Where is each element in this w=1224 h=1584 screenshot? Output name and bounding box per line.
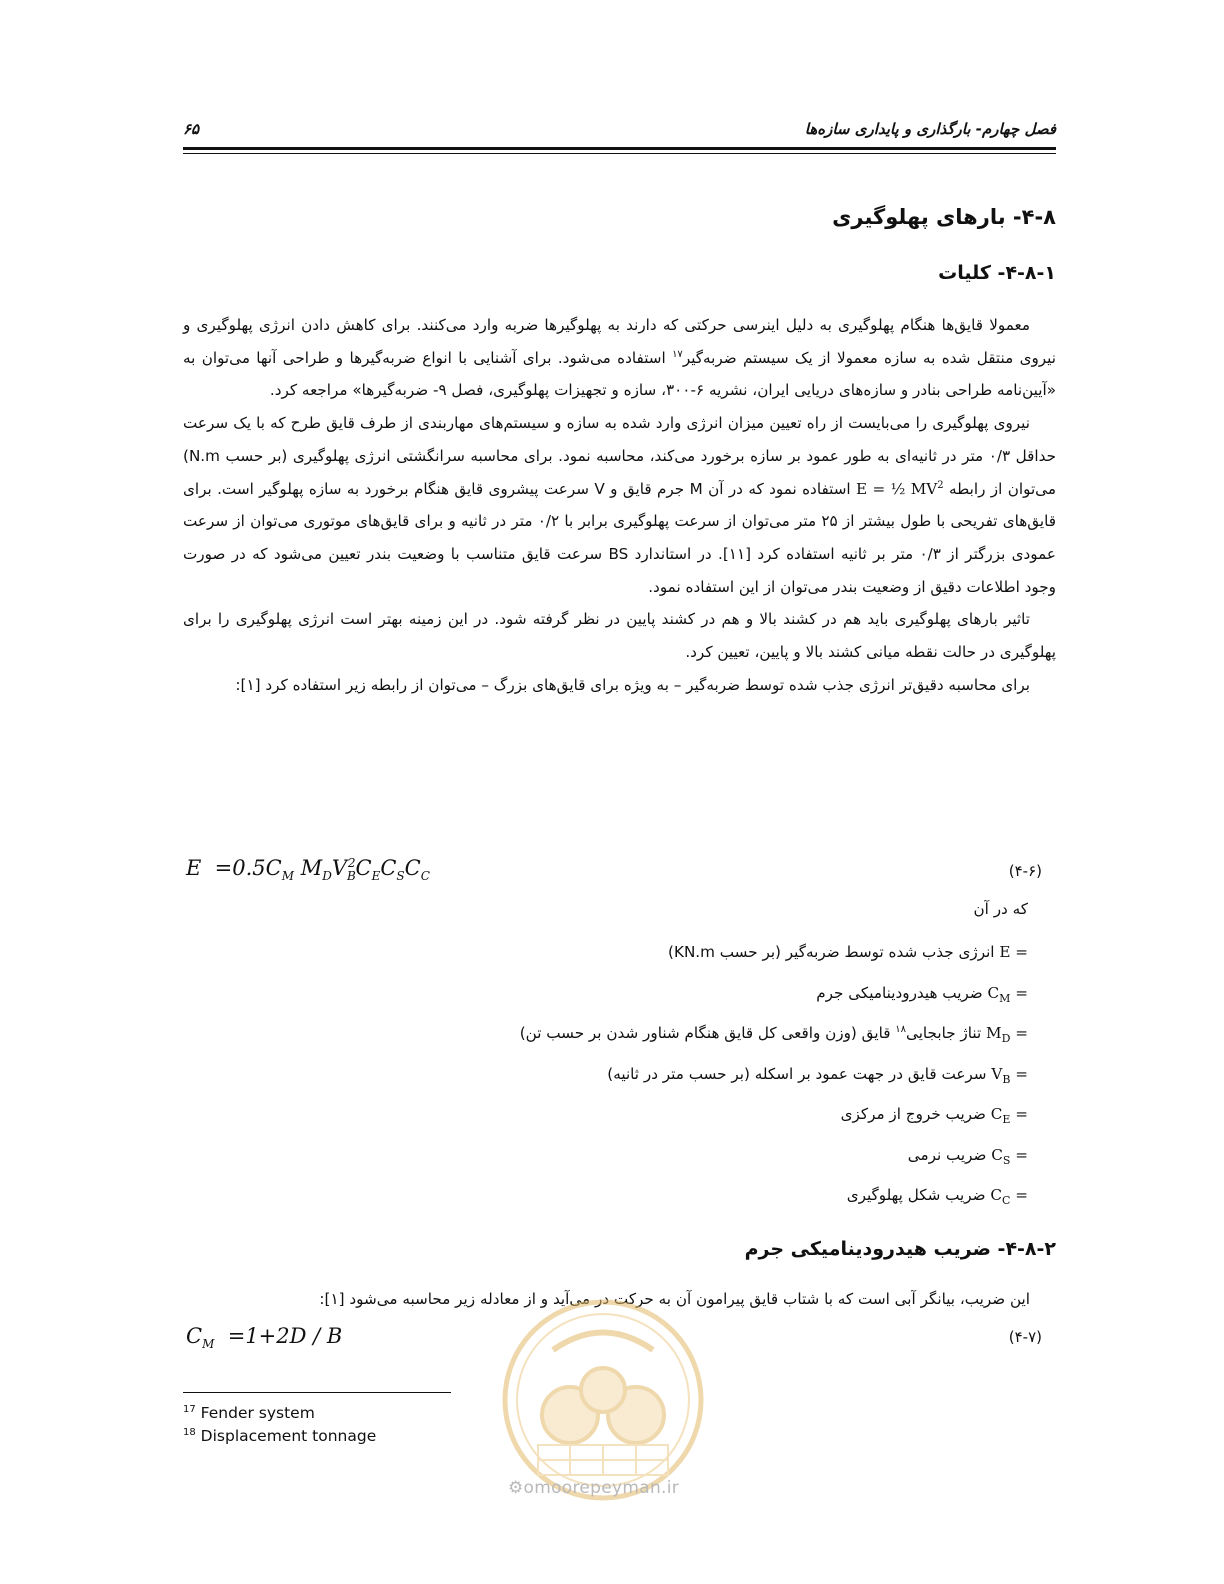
- paragraph-tide: تاثیر بارهای پهلوگیری باید هم در کشند بالا و هم در کشند پایین در نظر گرفته شود. در این زمینه بهتر است انرژی پهلوگیری را برای پهلوگیری در حالت نقطه میانی کشند بالا و پایین، تعیین کرد.: [183, 610, 1056, 662]
- where-label: که در آن: [973, 900, 1028, 918]
- equation-energy: $E =0.5C_M$ $M_DV_B^2C_EC_SC_C$: [186, 856, 430, 884]
- definition-list: [520, 936, 1028, 1220]
- equation-mass-coefficient: $C_M =1+2D / B$: [186, 1324, 343, 1352]
- subsection-heading-mass-coefficient: ۴-۸-۲- ضریب هیدرودینامیکی جرم: [744, 1238, 1056, 1260]
- definition-item: E = انرژی جذب شده توسط ضربه‌گیر (بر حسب KN.m): [668, 943, 1028, 961]
- inline-formula: E = ½ $MV^2$: [856, 479, 944, 498]
- definition-item: $M_D$ = تناژ جابجایی$^{۱۸}$ قایق (وزن واقعی کل قایق هنگام شناور شدن بر حسب تن): [519, 1023, 1028, 1046]
- definition-item: $V_B$ = سرعت قایق در جهت عمود بر اسکله (بر حسب متر در ثانیه): [607, 1064, 1028, 1086]
- body-text-block: [183, 309, 1056, 701]
- header-rule-thick: [183, 147, 1056, 150]
- paragraph-berthing-energy: نیروی پهلوگیری را می‌بایست از راه تعیین میزان انرژی وارد شده به سازه و سیستم‌های مهاربندی از طرف قایق طرح که با یک سرعت حداقل ۰/۳ متر در ثانیه‌ای به طور عمود بر سازه برخورد می‌کند، محاسبه نمود. برای محاسبه سرانگشتی انرژی پهلوگیری (بر حسب N.m) می‌توان از رابطه E = ½ $MV^2$ استفاده نمود که در آن M جرم قایق و V سرعت پیشروی قایق هنگام برخورد به سازه پهلوگیر است. برای قایق‌های تفریحی با طول بیشتر از ۲۵ متر می‌توان از سرعت پهلوگیری برابر با ۰/۲ متر در ثانیه و برای قایق‌های موتوری می‌توان از سرعت عمودی بزرگتر از ۰/۳ متر بر ثانیه استفاده کرد [۱۱]. در استاندارد BS سرعت قایق متناسب با وضعیت بندر تعیین می‌شود که در صورت وجود اطلاعات دقیق از وضعیت بندر می‌توان از این استفاده نمود.: [183, 414, 1057, 596]
- footnote: $^{18}$ Displacement tonnage: [183, 1426, 377, 1445]
- watermark-text: ⚙omoorepeyman.ir: [508, 1478, 680, 1498]
- paragraph-mass-coefficient: این ضریب، بیانگر آبی است که با شتاب قایق پیرامون آن به حرکت در می‌آید و از معادله زیر محاسبه می‌شود [۱]:: [319, 1290, 1030, 1308]
- section-heading: ۴-۸- بارهای پهلوگیری: [832, 205, 1056, 229]
- header-rule-thin: [183, 153, 1056, 154]
- watermark-seal-icon: [498, 1295, 708, 1505]
- footnote: $^{17}$ Fender system: [183, 1403, 315, 1422]
- equation-number-1: (۴-۶): [1008, 862, 1042, 880]
- subsection-heading-general: ۴-۸-۱- کلیات: [938, 262, 1056, 284]
- page-number: ۶۵: [183, 120, 200, 138]
- definition-item: $C_C$ = ضریب شکل پهلوگیری: [846, 1186, 1028, 1208]
- definition-item: $C_M$ = ضریب هیدرودینامیکی جرم: [816, 983, 1028, 1005]
- paragraph-fender-intro: معمولا قایق‌ها هنگام پهلوگیری به دلیل اینرسی حرکتی که دارند به پهلوگیرها ضربه وارد می‌کنند. برای کاهش دادن انرژی پهلوگیری و نیروی منتقل شده به سازه معمولا از یک سیستم ضربه‌گیر$^{۱۷}$ استفاده می‌شود. برای آشنایی با انواع ضربه‌گیرها و طراحی آنها می‌توان به «آیین‌نامه طراحی بنادر و سازه‌های دریایی ایران، نشریه ۶-۳۰۰، سازه و تجهیزات پهلوگیری، فصل ۹- ضربه‌گیرها» مراجعه کرد.: [183, 316, 1056, 400]
- equation-number-2: (۴-۷): [1008, 1328, 1042, 1346]
- definition-item: $C_E$ = ضریب خروج از مرکزی: [840, 1105, 1028, 1127]
- footnote-rule: [183, 1392, 451, 1393]
- header-title: فصل چهارم- بارگذاری و پایداری سازه‌ها: [804, 120, 1056, 138]
- definition-item: $C_S$ = ضریب نرمی: [907, 1145, 1028, 1167]
- paragraph-exact-energy: برای محاسبه دقیق‌تر انرژی جذب شده توسط ضربه‌گیر – به ویژه برای قایق‌های بزرگ – می‌توان از رابطه زیر استفاده کرد [۱]:: [235, 675, 1030, 694]
